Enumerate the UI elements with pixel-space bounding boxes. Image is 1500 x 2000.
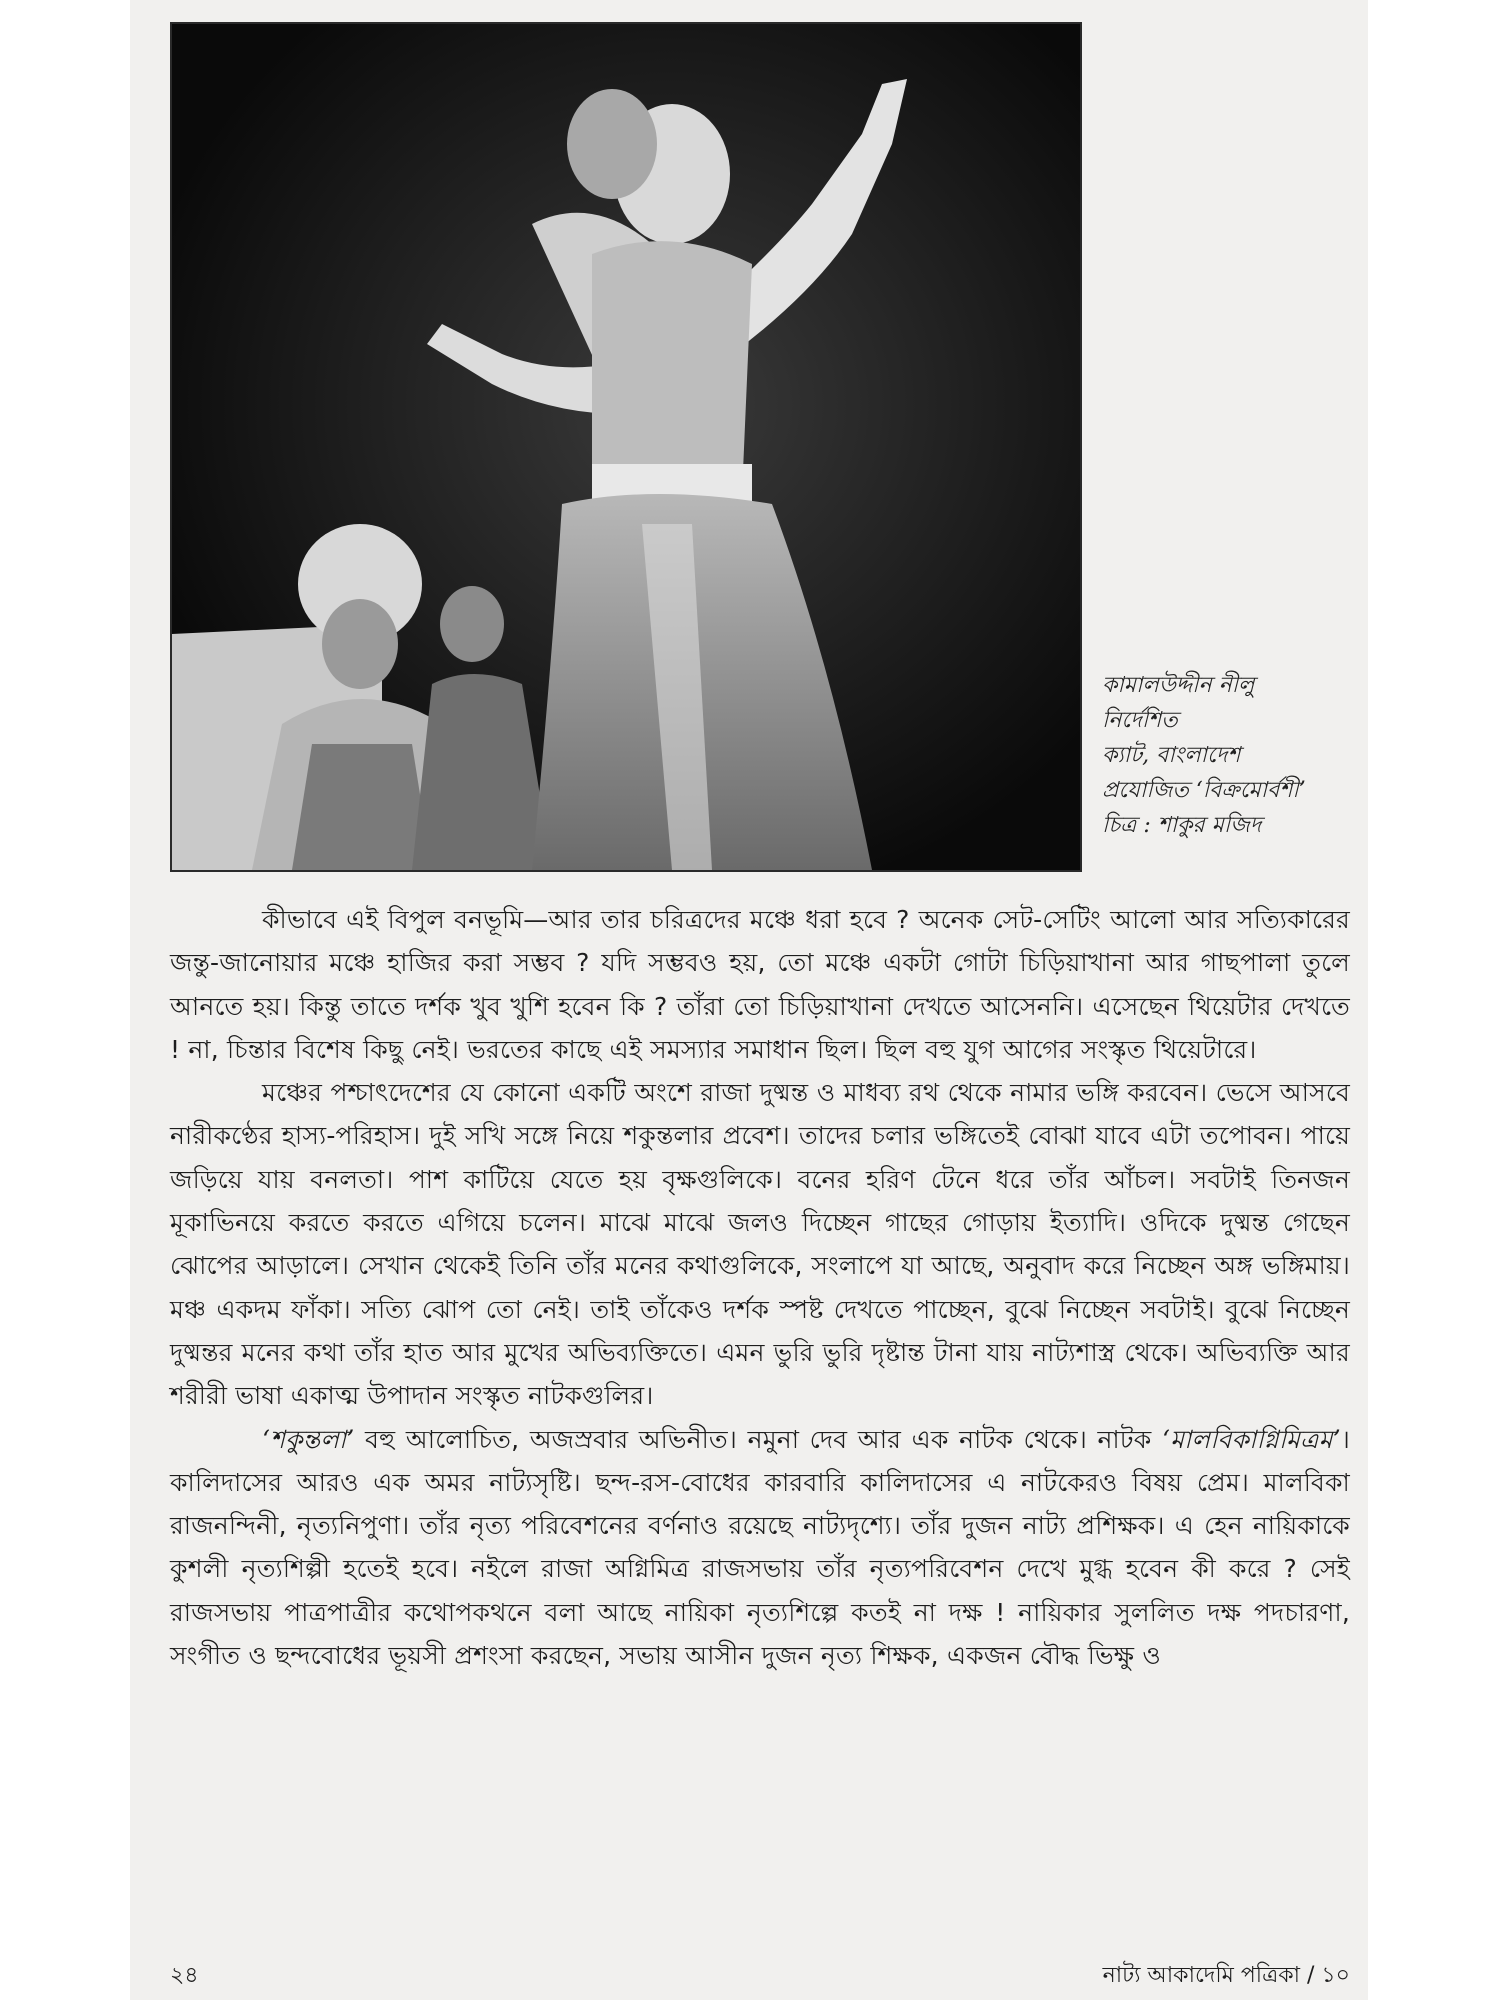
play-title: ‘মালবিকাগ্নিমিত্রম’ (1161, 1424, 1341, 1454)
caption-line: ক্যাট, বাংলাদেশ (1102, 743, 1241, 768)
caption-line: নির্দেশিত (1102, 708, 1178, 733)
page-number: ২৪ (170, 1963, 199, 1988)
article-body (170, 898, 1350, 1677)
page-footer (170, 1958, 1350, 1992)
play-title: ‘শকুন্তলা’ (262, 1424, 355, 1454)
paragraph: কীভাবে এই বিপুল বনভূমি—আর তার চরিত্রদের মঞ্চে ধরা হবে ? অনেক সেট-সেটিং আলো আর সত্যিকারের জন্তু-জানোয়ার মঞ্চে হাজির করা সম্ভব ? যদি সম্ভবও হয়, তো মঞ্চে একটা গোটা চিড়িয়াখানা আর গাছপালা তুলে আনতে হয়। কিন্তু তাতে দর্শক খুব খুশি হবেন কি ? তাঁরা তো চিড়িয়াখানা দেখতে আসেননি। এসেছেন থিয়েটার দেখতে ! না, চিন্তার বিশেষ কিছু নেই। ভরতের কাছে এই সমস্যার সমাধান ছিল। ছিল বহু যুগ আগের সংস্কৃত থিয়েটারে। (170, 905, 1350, 1064)
caption-line: প্রযোজিত ‘বিক্রমোর্বশী’ (1102, 778, 1306, 803)
photo-caption (1102, 668, 1362, 843)
paragraph (170, 1418, 1350, 1678)
paragraph: মঞ্চের পশ্চাৎদেশের যে কোনো একটি অংশে রাজা দুষ্মন্ত ও মাধব্য রথ থেকে নামার ভঙ্গি করবেন। ভেসে আসবে নারীকণ্ঠের হাস্য-পরিহাস। দুই সখি সঙ্গে নিয়ে শকুন্তলার প্রবেশ। তাদের চলার ভঙ্গিতেই বোঝা যাবে এটা তপোবন। পায়ে জড়িয়ে যায় বনলতা। পাশ কাটিয়ে যেতে হয় বৃক্ষগুলিকে। বনের হরিণ টেনে ধরে তাঁর আঁচল। সবটাই তিনজন মূকাভিনয়ে করতে করতে এগিয়ে চলেন। মাঝে মাঝে জলও দিচ্ছেন গাছের গোড়ায় ইত্যাদি। ওদিকে দুষ্মন্ত গেছেন ঝোপের আড়ালে। সেখান থেকেই তিনি তাঁর মনের কথাগুলিকে, সংলাপে যা আছে, অনুবাদ করে নিচ্ছেন অঙ্গ ভঙ্গিমায়। মঞ্চ একদম ফাঁকা। সত্যি ঝোপ তো নেই। তাই তাঁকেও দর্শক স্পষ্ট দেখতে পাচ্ছেন, বুঝে নিচ্ছেন সবটাই। বুঝে নিচ্ছেন দুষ্মন্তর মনের কথা তাঁর হাত আর মুখের অভিব্যক্তিতে। এমন ভুরি ভুরি দৃষ্টান্ত টানা যায় নাট্যশাস্ত্র থেকে। অভিব্যক্তি আর শরীরী ভাষা একাত্ম উপাদান সংস্কৃত নাটকগুলির। (170, 1078, 1350, 1411)
magazine-page (130, 0, 1368, 2000)
dance-performance-photo (170, 22, 1082, 872)
caption-line: চিত্র : শাকুর মজিদ (1102, 813, 1262, 838)
caption-line: কামালউদ্দীন নীলু (1102, 673, 1255, 698)
paragraph-text: বহু আলোচিত, অজস্রবার অভিনীত। নমুনা দেব আর এক নাটক থেকে। নাটক (354, 1424, 1162, 1454)
paragraph-text: । কালিদাসের আরও এক অমর নাট্যসৃষ্টি। ছন্দ-রস-বোধের কারবারি কালিদাসের এ নাটকেরও বিষয় প্রেম। মালবিকা রাজনন্দিনী, নৃত্যনিপুণা। তাঁর নৃত্য পরিবেশনের বর্ণনাও রয়েছে নাট্যদৃশ্যে। তাঁর দুজন নাট্য প্রশিক্ষক। এ হেন নায়িকাকে কুশলী নৃত্যশিল্পী হতেই হবে। নইলে রাজা অগ্নিমিত্র রাজসভায় তাঁর নৃত্যপরিবেশন দেখে মুগ্ধ হবেন কী করে ? সেই রাজসভায় পাত্রপাত্রীর কথোপকথনে বলা আছে নায়িকা নৃত্যশিল্পে কতই না দক্ষ ! নায়িকার সুললিত দক্ষ পদচারণা, সংগীত ও ছন্দবোধের ভূয়সী প্রশংসা করছেন, সভায় আসীন দুজন নৃত্য শিক্ষক, একজন বৌদ্ধ ভিক্ষু ও (170, 1424, 1350, 1671)
journal-name: নাট্য আকাদেমি পত্রিকা / ১০ (1102, 1963, 1350, 1988)
photo-illustration (172, 24, 1080, 870)
